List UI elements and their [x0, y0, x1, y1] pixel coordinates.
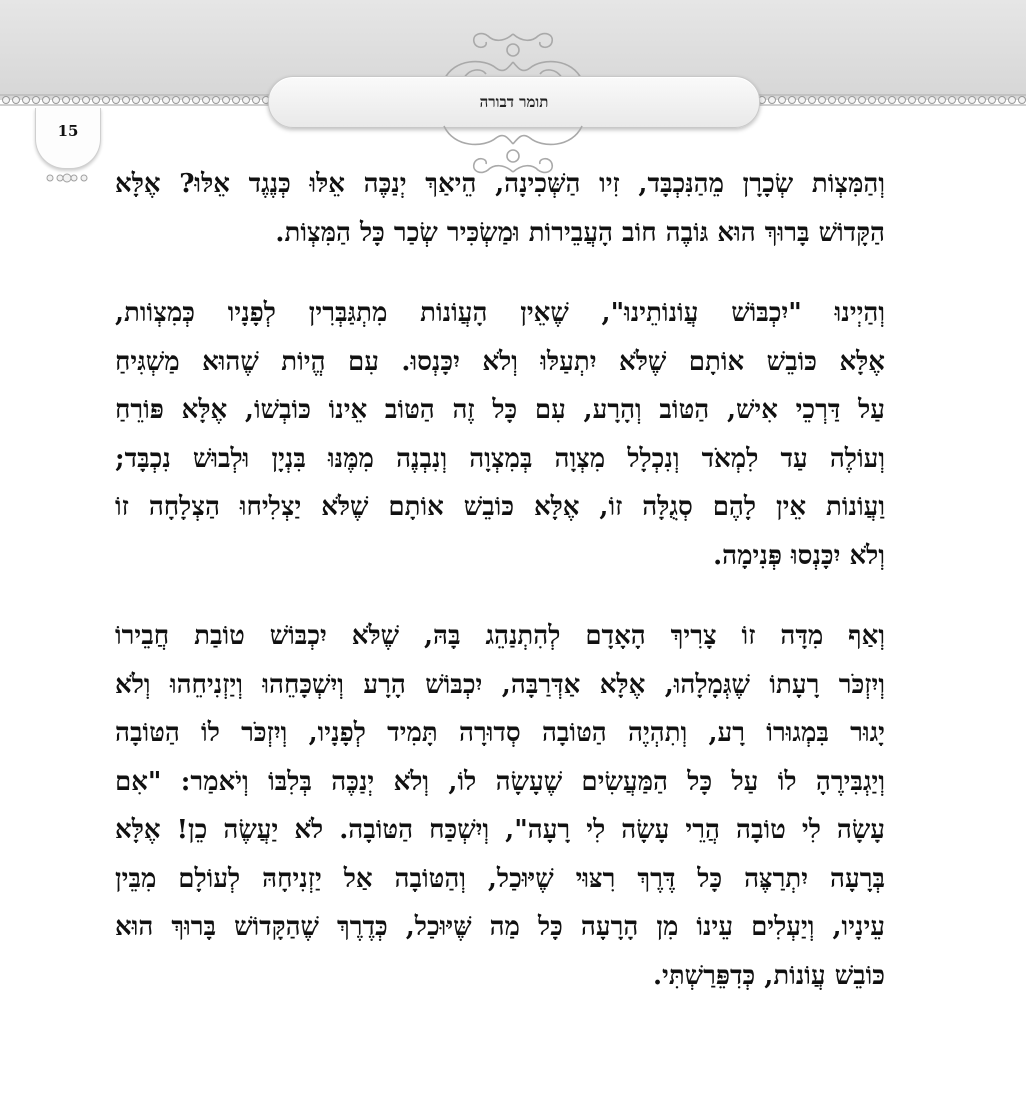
text-line: עֵינָיו, וְיַעְלִים עֵינוֹ מִן הָרָעָה כָּל מַה שֶּׁיּוּכַל, כְּדֶרֶךְ שֶׁהַקָּדוֹשׁ בָּרוּךְ הוּא [115, 912, 885, 942]
text-line: וְיִזְכֹּר רָעָתוֹ שֶׁגְּמָלָהוּ, אֶלָּא אַדְּרַבָּה, יִכְבּוֹשׁ הָרָע וְיִשְׁכָּחֵהוּ וְיַזְנִיחֵהוּ וְלֹא [115, 669, 885, 700]
text-line: כּוֹבֵשׁ עֲוֹנוֹת, כְּדִפֵּרַשְׁתִּי. [652, 960, 885, 991]
page-tab-ornament [42, 172, 92, 184]
text-line: יָגוּר בִּמְגוּרוֹ רָע, וְתִהְיֶה הַטּוֹבָה סְדוּרָה תָּמִיד לְפָנָיו, וְיִזְכֹּר לוֹ הַטּוֹבָה [115, 718, 885, 748]
page-number: 15 [57, 122, 79, 140]
text-line: וְעוֹלֶה עַד לִמְאֹד וְנִכְלָל מִצְוָה בְּמִצְוָה וְנִבְנֶה מִמֶּנּוּ בִּנְיָן וּלְבוּשׁ נִכְבָּד; [115, 443, 885, 474]
text-line: וְהַיְינוּ "יִכְבּוֹשׁ עֲוֹנוֹתֵינוּ", שֶׁאֵין הָעֲוֹנוֹת מִתְגַּבְּרִין לְפָנָיו כְּמִצְוֹות, [115, 298, 885, 328]
paragraph [115, 160, 885, 257]
text-line: וְיַגְבִּירֶהָ לוֹ עַל כָּל הַמַּעֲשִׂים שֶׁעָשָׂה לוֹ, וְלֹא יְנַכֶּה בְּלִבּוֹ וְיֹאמַר: "אִם [115, 766, 885, 797]
paragraph [115, 612, 885, 1000]
text-line: וְאַף מִדָּה זוֹ צָרִיךְ הָאָדָם לְהִתְנַהֵג בָּהּ, שֶׁלֹּא יִכְבּוֹשׁ טוֹבַת חֲבֵירוֹ [115, 621, 885, 651]
text-line: בְּרָעָה יִתְרַצֶּה כָּל דֶּרֶךְ רִצּוּי שֶׁיּוּכַל, וְהַטּוֹבָה אַל יַזְנִיחָהּ לְעוֹלָם מִבֵּין [115, 863, 885, 894]
text-line: הַקָּדוֹשׁ בָּרוּךְ הוּא גּוֹבֶה חוֹב הָעֲבֵירוֹת וּמַשְׂכִּיר שְׂכַר כָּל הַמִּצְוֹת. [275, 217, 885, 248]
text-line: אֶלָּא כּוֹבֵשׁ אוֹתָם שֶׁלֹּא יִתְעַלּוּ וְלֹא יִכָּנְסוּ. עִם הֱיוֹת שֶׁהוּא מַשְׁגִּיחַ [115, 346, 885, 377]
text-line: עָשָׂה לִי טוֹבָה הֲרֵי עָשָׂה לִי רָעָה", וְיִשְׁכַּח הַטּוֹבָה. לֹא יַעֲשֶׂה כֵן! אֶלָּא [115, 815, 885, 845]
book-title: תומר דבורה [479, 92, 549, 111]
bead-ornament-left [0, 92, 300, 108]
text-line: וַעֲוֹנוֹת אֵין לָהֶם סְגֻלָּה זוֹ, אֶלָּא כּוֹבֵשׁ אוֹתָם שֶׁלֹּא יַצְלִיחוּ הַצְלָחָה זוֹ [115, 492, 885, 522]
bead-ornament-right [726, 92, 1026, 108]
page-body-text [115, 160, 885, 1000]
text-line: וְלֹא יִכָּנְסוּ פְּנִימָה. [713, 540, 885, 571]
page-number-tab [35, 108, 101, 169]
text-line: וְהַמִּצְוֹת שְׂכָרָן מֵהַנִּכְבָּד, זִיו הַשְּׁכִינָה, הֵיאַךְ יְנַכֶּה אֵלּוּ כְּנֶגֶד אֵלּוּ? אֶלָּא [115, 169, 885, 199]
paragraph [115, 289, 885, 580]
text-line: עַל דַּרְכֵי אִישׁ, הַטּוֹב וְהָרָע, עִם כָּל זֶה הַטּוֹב אֵינוֹ כּוֹבְשׁוֹ, אֶלָּא פּוֹרֵחַ [115, 395, 885, 425]
